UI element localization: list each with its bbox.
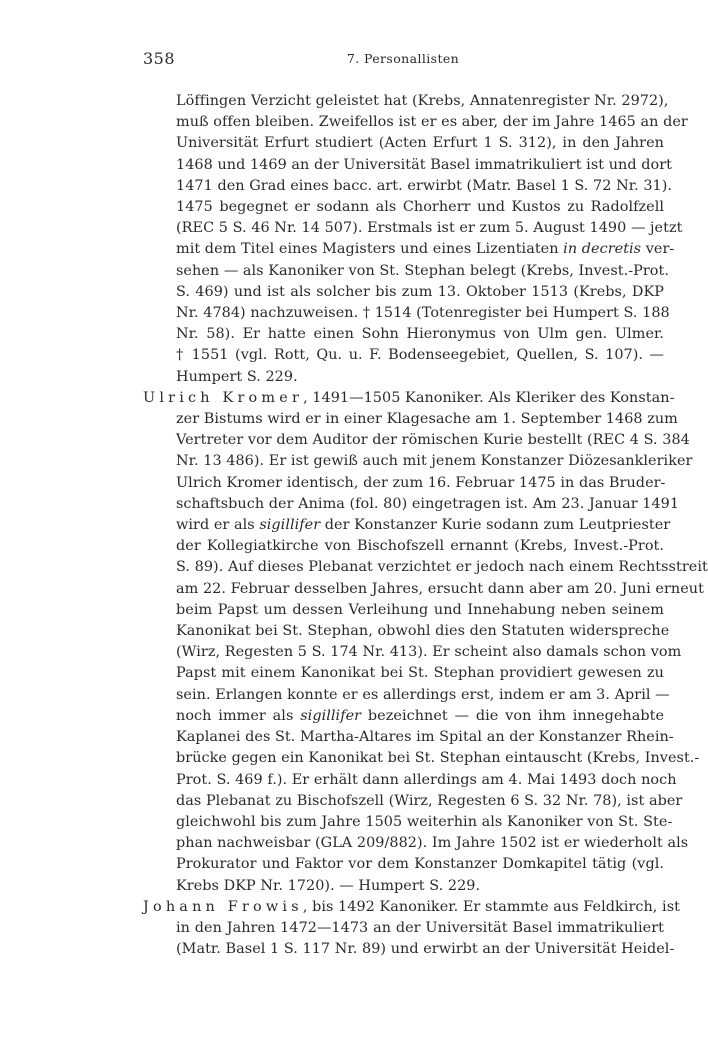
text-segment: , bis 1492 Kanoniker. Er stammte aus Feldkirch, ist xyxy=(302,898,680,915)
text-line xyxy=(143,515,671,536)
text-line: 1475 begegnet er sodann als Chorherr und Kustos zu Radolfzell xyxy=(176,199,664,216)
text-line: † 1551 (vgl. Rott, Qu. u. F. Bodenseegebiet, Quellen, S. 107). — xyxy=(176,347,664,364)
text-segment: bezeichnet — die von ihm innegehabte xyxy=(367,707,665,724)
text-line: Papst mit einem Kanonikat bei St. Stephan providiert gewesen zu xyxy=(176,665,664,682)
text-line: schaftsbuch der Anima (fol. 80) eingetragen ist. Am 23. Januar 1491 xyxy=(176,495,680,512)
text-line: beim Papst um dessen Verleihung und Innehabung neben seinem xyxy=(176,601,664,618)
text-line: Prot. S. 469 f.). Er erhält dann allerdings am 4. Mai 1493 doch noch xyxy=(176,771,677,788)
text-line: Nr. 13 486). Er ist gewiß auch mit jenem Konstanzer Diözesankleriker xyxy=(176,453,693,470)
text-line: Krebs DKP Nr. 1720). — Humpert S. 229. xyxy=(176,877,481,894)
text-line: Löffingen Verzicht geleistet hat (Krebs, Annatenregister Nr. 2972), xyxy=(176,93,669,109)
italic-term: sigillifer xyxy=(300,707,362,724)
italic-term: in decretis xyxy=(563,241,642,258)
entry-continuation xyxy=(143,91,688,388)
entry-ulrich-kromer xyxy=(143,388,708,897)
text-line: Kanonikat bei St. Stephan, obwohl dies den Statuten widerspreche xyxy=(176,623,670,640)
person-name: Ulrich Kromer xyxy=(143,389,304,406)
text-line: Nr. 4784) nachzuweisen. † 1514 (Totenregister bei Humpert S. 188 xyxy=(176,305,670,322)
text-segment: , 1491—1505 Kanoniker. Als Kleriker des Konstan- xyxy=(303,389,675,406)
text-line: der Kollegiatkirche von Bischofszell ernannt (Krebs, Invest.-Prot. xyxy=(176,538,664,555)
entry-heading-line xyxy=(143,388,675,409)
text-line: zer Bistums wird er in einer Klagesache am 1. September 1468 zum xyxy=(176,411,678,428)
page-header xyxy=(143,49,663,71)
text-line: Nr. 58). Er hatte einen Sohn Hieronymus von Ulm gen. Ulmer. xyxy=(176,326,664,343)
page-number: 358 xyxy=(143,49,176,68)
text-segment: mit dem Titel eines Magisters und eines Lizentiaten xyxy=(176,241,559,258)
text-line: phan nachweisbar (GLA 209/882). Im Jahre 1502 ist er wiederholt als xyxy=(176,835,689,852)
text-segment: ver- xyxy=(645,241,675,258)
text-line: (REC 5 S. 46 Nr. 14 507). Erstmals ist er zum 5. August 1490 — jetzt xyxy=(176,220,683,237)
text-line: 1471 den Grad eines bacc. art. erwirbt (Matr. Basel 1 S. 72 Nr. 31). xyxy=(176,177,673,194)
italic-term: sigillifer xyxy=(259,517,321,534)
body-text xyxy=(143,91,708,960)
text-line: in den Jahren 1472—1473 an der Universität Basel immatrikuliert xyxy=(176,919,664,936)
text-segment: wird er als xyxy=(176,517,255,534)
text-line: 1468 und 1469 an der Universität Basel immatrikuliert ist und dort xyxy=(176,156,672,173)
text-line: sehen — als Kanoniker von St. Stephan belegt (Krebs, Invest.-Prot. xyxy=(176,262,669,279)
text-line: Humpert S. 229. xyxy=(176,368,298,385)
text-line xyxy=(143,706,664,727)
text-line: Vertreter vor dem Auditor der römischen Kurie bestellt (REC 4 S. 384 xyxy=(176,432,690,449)
person-name: Johann Frowis xyxy=(143,898,303,915)
text-line xyxy=(143,239,675,260)
text-line: S. 89). Auf dieses Plebanat verzichtet er jedoch nach einem Rechtsstreit xyxy=(176,559,708,576)
text-line: (Wirz, Regesten 5 S. 174 Nr. 413). Er scheint also damals schon vom xyxy=(176,644,682,661)
text-line: muß offen bleiben. Zweifellos ist er es aber, der im Jahre 1465 an der xyxy=(176,114,688,131)
text-line: Universität Erfurt studiert (Acten Erfurt 1 S. 312), in den Jahren xyxy=(176,135,664,152)
entry-johann-frowis xyxy=(143,897,680,961)
text-line: Ulrich Kromer identisch, der zum 16. Februar 1475 in das Bruder- xyxy=(176,474,666,491)
text-line: das Plebanat zu Bischofszell (Wirz, Regesten 6 S. 32 Nr. 78), ist aber xyxy=(176,792,683,809)
running-head: 7. Personallisten xyxy=(346,51,460,66)
text-segment: noch immer als xyxy=(176,707,294,724)
text-line: S. 469) und ist als solcher bis zum 13. Oktober 1513 (Krebs, DKP xyxy=(176,283,664,300)
text-line: sein. Erlangen konnte er es allerdings erst, indem er am 3. April — xyxy=(176,686,670,703)
text-segment: der Konstanzer Kurie sodann zum Leutpriester xyxy=(324,517,671,534)
text-line: Kaplanei des St. Martha-Altares im Spital an der Konstanzer Rhein- xyxy=(176,729,674,746)
text-line: gleichwohl bis zum Jahre 1505 weiterhin als Kanoniker von St. Ste- xyxy=(176,813,673,830)
text-line: am 22. Februar desselben Jahres, ersucht dann aber am 20. Juni erneut xyxy=(176,580,704,597)
text-line: (Matr. Basel 1 S. 117 Nr. 89) und erwirbt an der Universität Heidel- xyxy=(176,941,675,958)
text-line: brücke gegen ein Kanonikat bei St. Stephan eintauscht (Krebs, Invest.- xyxy=(176,750,700,767)
entry-heading-line xyxy=(143,897,680,918)
text-line: Prokurator und Faktor vor dem Konstanzer Domkapitel tätig (vgl. xyxy=(176,856,664,873)
